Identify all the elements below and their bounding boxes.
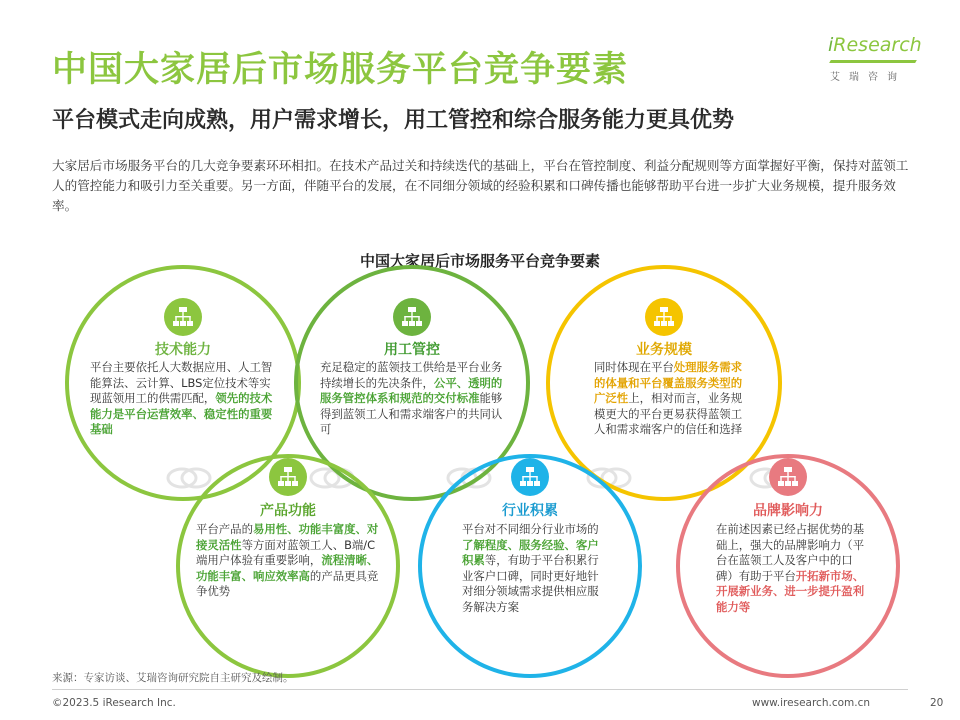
source-note: 来源：专家访谈、艾瑞咨询研究院自主研究及绘制。 — [52, 672, 294, 684]
highlight-text: 领先的技术能力是平台运营效率、稳定性的重要基础 — [90, 391, 273, 436]
factor-description — [90, 360, 280, 438]
factor-description — [716, 522, 868, 615]
highlight-text: 公平、透明的服务管控体系和规范的交付标准 — [320, 375, 503, 405]
body-text: 等方面对蓝领工人、B端/C端用户体验有重要影响， — [196, 537, 376, 567]
factor-description — [196, 522, 384, 600]
org-chart-icon — [645, 298, 683, 336]
body-text: 同时体现在平台 — [594, 360, 674, 374]
body-text: 充足稳定的蓝领技工供给是平台业务持续增长的先决条件， — [320, 360, 503, 390]
factor-label: 技术能力 — [155, 342, 211, 358]
factor-description — [320, 360, 506, 438]
body-text: 等，有助于平台积累行业客户口碑，同时更好地针对细分领域需求提供相应服务解决方案 — [462, 553, 599, 614]
page-title: 中国大家居后市场服务平台竞争要素 — [52, 50, 629, 90]
factor-label: 业务规模 — [636, 342, 692, 358]
body-text: 在前述因素已经占据优势的基础上，强大的品牌影响力（平台在蓝领工人及客户中的口碑）有助于平台 — [716, 522, 865, 583]
body-text: 平台对不同细分行业市场的 — [462, 522, 599, 536]
logo-chinese: 艾瑞咨询 — [830, 72, 906, 83]
org-chart-icon — [511, 458, 549, 496]
intro-paragraph: 大家居后市场服务平台的几大竞争要素环环相扣。在技术产品过关和持续迭代的基础上，平台在管控制度、利益分配规则等方面掌握好平衡，保持对蓝领工人的管控能力和吸引力至关重要。另一方面，伴随平台的发展，在不同细分领域的经验积累和口碑传播也能够帮助平台进一步扩大业务规模，提升服务效率。 — [52, 158, 909, 213]
website: www.iresearch.com.cn — [752, 697, 871, 709]
copyright: ©2023.5 iResearch Inc. — [52, 697, 176, 709]
factor-description — [462, 522, 608, 615]
factor-description — [594, 360, 744, 438]
diagram-title: 中国大家居后市场服务平台竞争要素 — [359, 252, 600, 270]
body-text: 上，相对而言，业务规模更大的平台更易获得蓝领工人和需求端客户的信任和选择 — [594, 391, 743, 436]
org-chart-icon — [393, 298, 431, 336]
highlight-text: 流程清晰、功能丰富、响应效率高 — [196, 553, 379, 583]
highlight-text: 了解程度、服务经验、客户积累 — [462, 537, 599, 567]
highlight-text: 开拓新市场、开展新业务、进一步提升盈利能力等 — [716, 568, 865, 614]
page-subtitle: 平台模式走向成熟，用户需求增长，用工管控和综合服务能力更具优势 — [52, 108, 735, 133]
body-text: 平台主要依托人大数据应用、人工智能算法、云计算、LBS定位技术等实现蓝领用工的供需匹配， — [90, 360, 273, 405]
org-chart-icon — [769, 458, 807, 496]
factor-label: 品牌影响力 — [753, 503, 823, 519]
org-chart-icon — [269, 458, 307, 496]
page-number: 20 — [930, 697, 944, 709]
factor-label: 用工管控 — [384, 342, 440, 358]
logo-swoosh — [829, 60, 917, 63]
body-text: 的产品更具竞争优势 — [196, 568, 379, 598]
highlight-text: 处理服务需求的体量和平台覆盖服务类型的广泛性 — [594, 360, 743, 405]
logo-brand: iResearch — [828, 34, 922, 56]
body-text: 平台产品的 — [196, 522, 253, 536]
factor-label: 行业积累 — [502, 503, 558, 519]
org-chart-icon — [164, 298, 202, 336]
body-text: 能够得到蓝领工人和需求端客户的共同认可 — [320, 391, 503, 436]
factor-label: 产品功能 — [260, 503, 316, 519]
iresearch-logo — [818, 28, 930, 88]
footer-divider — [52, 689, 908, 690]
highlight-text: 易用性、功能丰富度、对接灵活性 — [196, 522, 379, 552]
